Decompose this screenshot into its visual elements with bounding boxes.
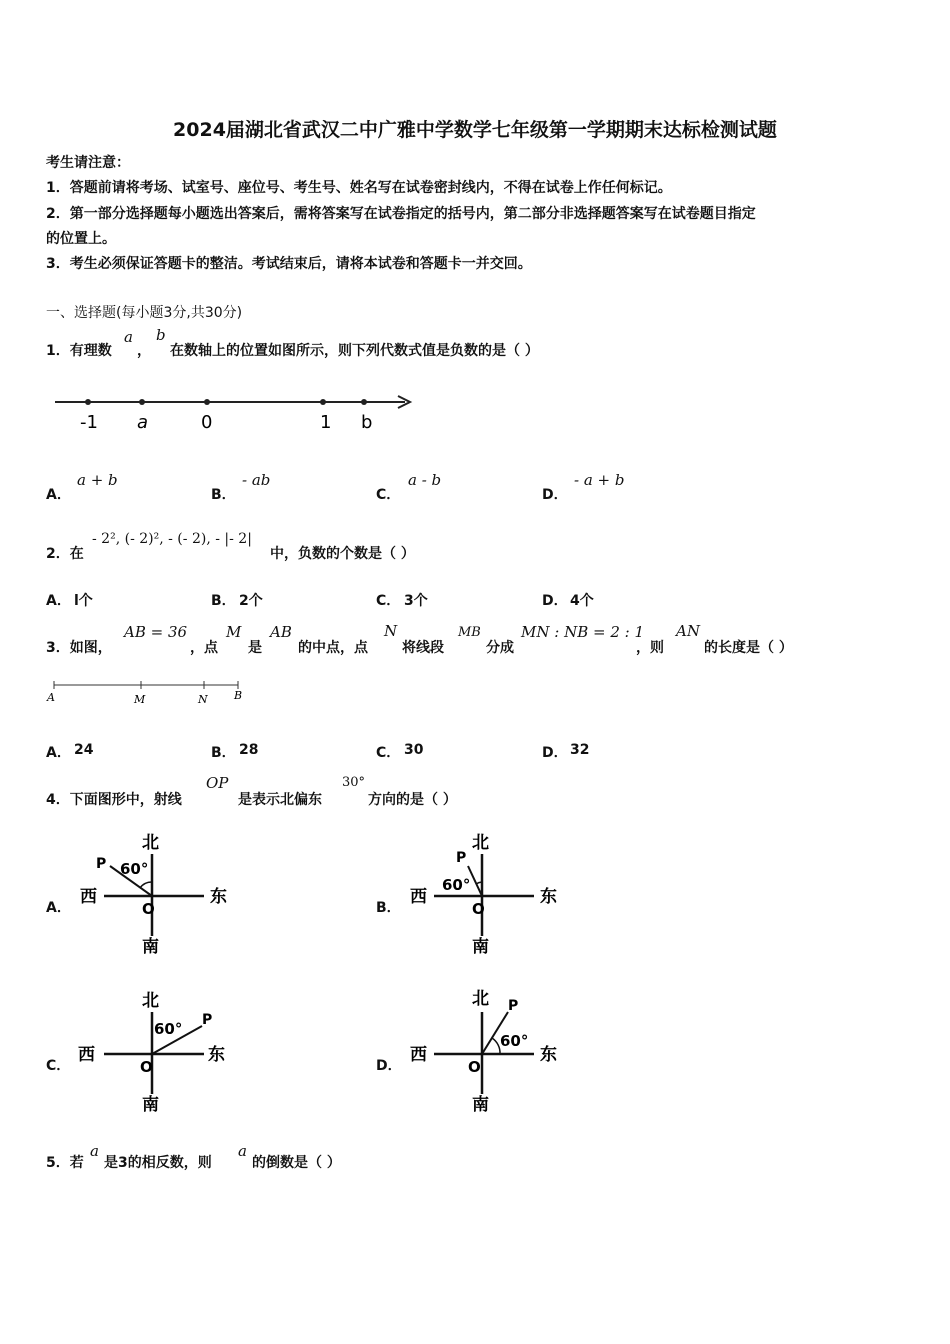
compass-figure-d — [404, 988, 574, 1116]
notice-line: 3．考生必须保证答题卡的整洁。考试结束后，请将本试卷和答题卡一并交回。 — [46, 256, 532, 272]
q4-option-label: C． — [46, 1058, 71, 1074]
q5-math: a — [90, 1142, 99, 1160]
axis-label: 1 — [320, 412, 332, 433]
q3-text: 是 — [248, 640, 262, 656]
notice-line: 的位置上。 — [46, 231, 116, 247]
q1-comma: ， — [137, 343, 151, 359]
q4-text: 是表示北偏东 — [238, 792, 322, 808]
compass-west: 西 — [78, 1045, 95, 1065]
q2-option-a-label: A． — [46, 593, 71, 609]
q2-option-d-label: D． — [542, 593, 568, 609]
q2-suffix: 中，负数的个数是（ ） — [270, 546, 415, 562]
q5-text: 的倒数是（ ） — [252, 1155, 341, 1171]
q1-option-a-label: A． — [46, 487, 71, 503]
q4-option-label: D． — [376, 1058, 402, 1074]
compass-north: 北 — [472, 833, 489, 853]
q4-option-label: B． — [376, 900, 401, 916]
q2-prefix: 2．在 — [46, 546, 84, 562]
q1-var-a: a — [124, 328, 133, 346]
q3-text: 分成 — [486, 640, 514, 656]
compass-origin: O — [472, 900, 485, 918]
compass-west: 西 — [410, 1045, 427, 1065]
compass-origin: O — [140, 1058, 153, 1076]
q3-option-a-text: 24 — [74, 742, 94, 758]
q5-text: 是3的相反数，则 — [104, 1155, 212, 1171]
compass-origin: O — [142, 900, 155, 918]
compass-north: 北 — [472, 989, 489, 1009]
q3-text: 的长度是（ ） — [704, 640, 793, 656]
compass-point: P — [202, 1012, 213, 1028]
q3-math: M — [226, 623, 242, 641]
q3-option-c-label: C． — [376, 745, 401, 761]
q2-option-b-text: 2个 — [239, 593, 263, 609]
q3-text: 3．如图， — [46, 640, 112, 656]
tick-dot — [204, 399, 210, 405]
q2-option-d-text: 4个 — [570, 593, 594, 609]
q2-option-c-text: 3个 — [404, 593, 428, 609]
compass-point: P — [96, 856, 107, 872]
q3-text: 将线段 — [402, 640, 444, 656]
q3-math: AB — [270, 623, 292, 641]
compass-figure-a — [74, 830, 244, 958]
compass-angle: 60° — [442, 876, 471, 894]
section-heading: 一、选择题(每小题3分,共30分) — [46, 305, 243, 321]
compass-north: 北 — [142, 833, 159, 853]
q4-math: 30° — [342, 775, 366, 790]
q1-option-c-expr: a - b — [408, 471, 442, 489]
q1-option-d-label: D． — [542, 487, 568, 503]
compass-south: 南 — [472, 937, 489, 957]
q1-suffix: 在数轴上的位置如图所示，则下列代数式值是负数的是（ ） — [170, 343, 539, 359]
q1-option-a-expr: a + b — [77, 471, 118, 489]
compass-east: 东 — [210, 887, 227, 907]
segment-figure — [44, 676, 254, 710]
q1-option-b-expr: - ab — [242, 471, 271, 489]
q3-text: ，则 — [636, 640, 664, 656]
q3-text: 的中点，点 — [298, 640, 368, 656]
notice-line: 2．第一部分选择题每小题选出答案后，需将答案写在试卷指定的括号内，第二部分非选择题答案写在试卷题目指定 — [46, 206, 756, 222]
compass-east: 东 — [540, 887, 557, 907]
compass-angle: 60° — [500, 1032, 529, 1050]
page-title: 2024届湖北省武汉二中广雅中学数学七年级第一学期期末达标检测试题 — [173, 119, 777, 141]
q1-option-d-expr: - a + b — [574, 471, 625, 489]
compass-south: 南 — [472, 1095, 489, 1115]
compass-east: 东 — [540, 1045, 557, 1065]
q1-prefix: 1．有理数 — [46, 343, 112, 359]
q2-option-c-label: C． — [376, 593, 401, 609]
tick-dot — [85, 399, 91, 405]
q4-option-label: A． — [46, 900, 71, 916]
compass-angle: 60° — [120, 860, 149, 878]
number-line-figure — [50, 386, 420, 436]
q3-math: AB = 36 — [124, 623, 188, 641]
notice-line: 1．答题前请将考场、试室号、座位号、考生号、姓名写在试卷密封线内，不得在试卷上作任何标记。 — [46, 180, 672, 196]
q3-option-d-label: D． — [542, 745, 568, 761]
axis-label: 0 — [201, 412, 213, 433]
q4-text: 方向的是（ ） — [368, 792, 457, 808]
axis-label: a — [137, 412, 149, 433]
angle-arc — [140, 882, 152, 888]
q2-option-b-label: B． — [211, 593, 236, 609]
q2-expression: - 2², (- 2)², - (- 2), - |- 2| — [92, 531, 252, 547]
compass-figure-b — [404, 830, 574, 958]
q3-option-b-label: B． — [211, 745, 236, 761]
q4-math: OP — [206, 774, 229, 792]
compass-south: 南 — [142, 937, 159, 957]
q1-var-b: b — [156, 326, 166, 344]
compass-north: 北 — [142, 991, 159, 1011]
q3-option-d-text: 32 — [570, 742, 590, 758]
q3-math: N — [384, 622, 398, 640]
q1-option-c-label: C． — [376, 487, 401, 503]
q1-option-b-label: B． — [211, 487, 236, 503]
compass-origin: O — [468, 1058, 481, 1076]
q3-option-c-text: 30 — [404, 742, 424, 758]
angle-arc — [492, 1038, 500, 1054]
compass-point: P — [508, 998, 519, 1014]
q3-math: MN : NB = 2 : 1 — [521, 623, 645, 641]
compass-angle: 60° — [154, 1020, 183, 1038]
compass-figure-c — [74, 988, 244, 1116]
segment-label: M — [134, 693, 146, 706]
q4-text: 4．下面图形中，射线 — [46, 792, 182, 808]
segment-label: B — [234, 689, 243, 702]
tick-dot — [139, 399, 145, 405]
compass-west: 西 — [410, 887, 427, 907]
tick-dot — [361, 399, 367, 405]
q3-option-a-label: A． — [46, 745, 71, 761]
notice-heading: 考生请注意： — [46, 155, 130, 171]
axis-label: b — [361, 412, 373, 433]
q3-option-b-text: 28 — [239, 742, 259, 758]
compass-point: P — [456, 850, 467, 866]
axis-label: -1 — [80, 412, 98, 433]
q5-math: a — [238, 1142, 247, 1160]
compass-south: 南 — [142, 1095, 159, 1115]
segment-label: N — [198, 693, 208, 706]
q5-text: 5．若 — [46, 1155, 84, 1171]
q2-option-a-text: l个 — [74, 593, 93, 609]
tick-dot — [320, 399, 326, 405]
compass-west: 西 — [80, 887, 97, 907]
q3-math: AN — [676, 622, 700, 640]
q3-text: ，点 — [190, 640, 218, 656]
segment-label: A — [47, 691, 55, 704]
q3-math: MB — [458, 625, 481, 640]
compass-east: 东 — [208, 1045, 225, 1065]
